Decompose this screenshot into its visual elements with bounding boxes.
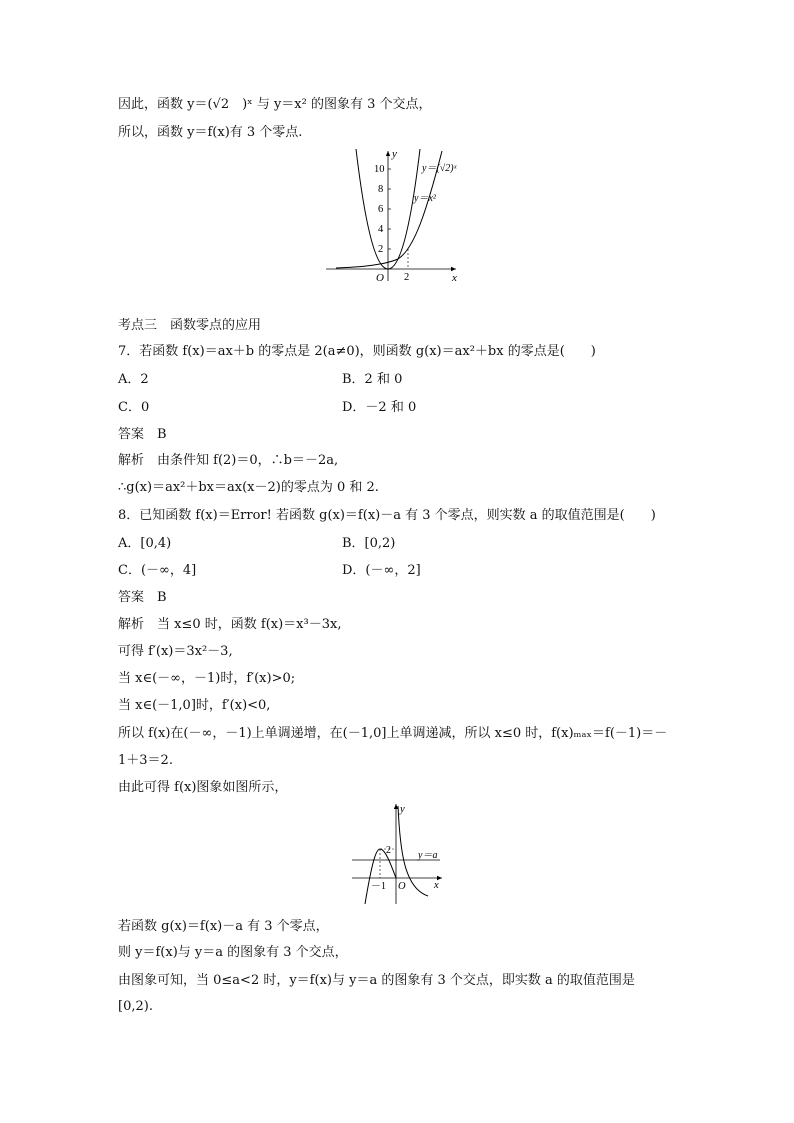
conclusion-line: 由图象可知，当 0≤a<2 时，y＝f(x)与 y＝a 的图象有 3 个交点，即实数 a 的取值范围是 [118, 973, 635, 988]
curve-sq-label: y＝x² [414, 193, 436, 204]
origin-label: O [398, 881, 406, 892]
q8-option-c: C．(－∞，4] [118, 563, 197, 578]
x-axis-label: x [452, 272, 457, 284]
analysis-8-line: 当 x∈(－∞，－1)时，f′(x)>0; [118, 671, 296, 686]
y-tick-label: 2 [378, 244, 384, 255]
y-tick-label: 6 [378, 204, 384, 215]
q7-option-a: A．2 [118, 372, 149, 387]
x-tick-label: 2 [404, 272, 410, 283]
q7-option-b: B．2 和 0 [342, 372, 403, 387]
analysis-8-line: 1＋3＝2. [118, 753, 173, 768]
figure-piecewise [348, 800, 448, 908]
analysis-7-cont: ∴g(x)＝ax²＋bx＝ax(x－2)的零点为 0 和 2. [118, 480, 379, 495]
y-tick-label: 10 [374, 164, 385, 175]
analysis-8-line: 当 x∈(－1,0]时，f′(x)<0, [118, 698, 271, 713]
origin-label: O [376, 272, 384, 284]
x-axis-label: x [434, 880, 439, 891]
y-tick-label: 2 [386, 845, 391, 856]
curve-exp-label: y＝(√2)ˣ [422, 163, 457, 174]
figure-exp-vs-square [322, 145, 472, 285]
cubic-branch [365, 849, 396, 904]
y-axis-label: y [392, 148, 397, 160]
q7-option-d: D．－2 和 0 [342, 400, 417, 415]
x-axis-arrow [451, 267, 456, 271]
conclusion-line: 则 y＝f(x)与 y＝a 的图象有 3 个交点， [118, 945, 348, 960]
analysis-7: 解析 由条件知 f(2)＝0，∴b＝－2a, [118, 453, 339, 468]
q8-option-b: B．[0,2) [342, 536, 396, 551]
answer-8: 答案 B [118, 590, 167, 605]
answer-7: 答案 B [118, 427, 167, 442]
text-line: 所以，函数 y＝f(x)有 3 个零点. [118, 125, 303, 140]
analysis-8-line: 由此可得 f(x)图象如图所示， [118, 780, 288, 795]
q7-option-c: C．0 [118, 400, 150, 415]
x-tick-label: －1 [371, 881, 386, 892]
section-heading: 考点三 函数零点的应用 [118, 318, 262, 333]
y-axis-label: y [400, 804, 405, 815]
y-tick-label: 8 [378, 184, 384, 195]
y-axis-arrow [386, 151, 390, 156]
conclusion-line: 若函数 g(x)＝f(x)－a 有 3 个零点， [118, 919, 329, 934]
y-tick-label: 4 [378, 224, 384, 235]
text-line: 因此，函数 y＝(√2 )ˣ 与 y＝x² 的图象有 3 个交点， [118, 97, 432, 112]
q8-option-d: D．(－∞，2] [342, 563, 421, 578]
question-7: 7．若函数 f(x)＝ax＋b 的零点是 2(a≠0)，则函数 g(x)＝ax²＋bx 的零点是( ) [118, 344, 596, 359]
question-8: 8．已知函数 f(x)＝Error! 若函数 g(x)＝f(x)－a 有 3 个零点，则实数 a 的取值范围是( ) [118, 508, 656, 523]
line-label: y＝a [418, 850, 438, 861]
conclusion-line: [0,2). [118, 999, 153, 1014]
analysis-8: 解析 当 x≤0 时，函数 f(x)＝x³－3x, [118, 617, 342, 632]
analysis-8-line: 可得 f′(x)＝3x²－3, [118, 644, 233, 659]
q8-option-a: A．[0,4) [118, 536, 172, 551]
analysis-8-line: 所以 f(x)在(－∞，－1)上单调递增，在(－1,0]上单调递减，所以 x≤0 时，f(x)ₘₐₓ＝f(－1)＝－ [118, 726, 668, 741]
